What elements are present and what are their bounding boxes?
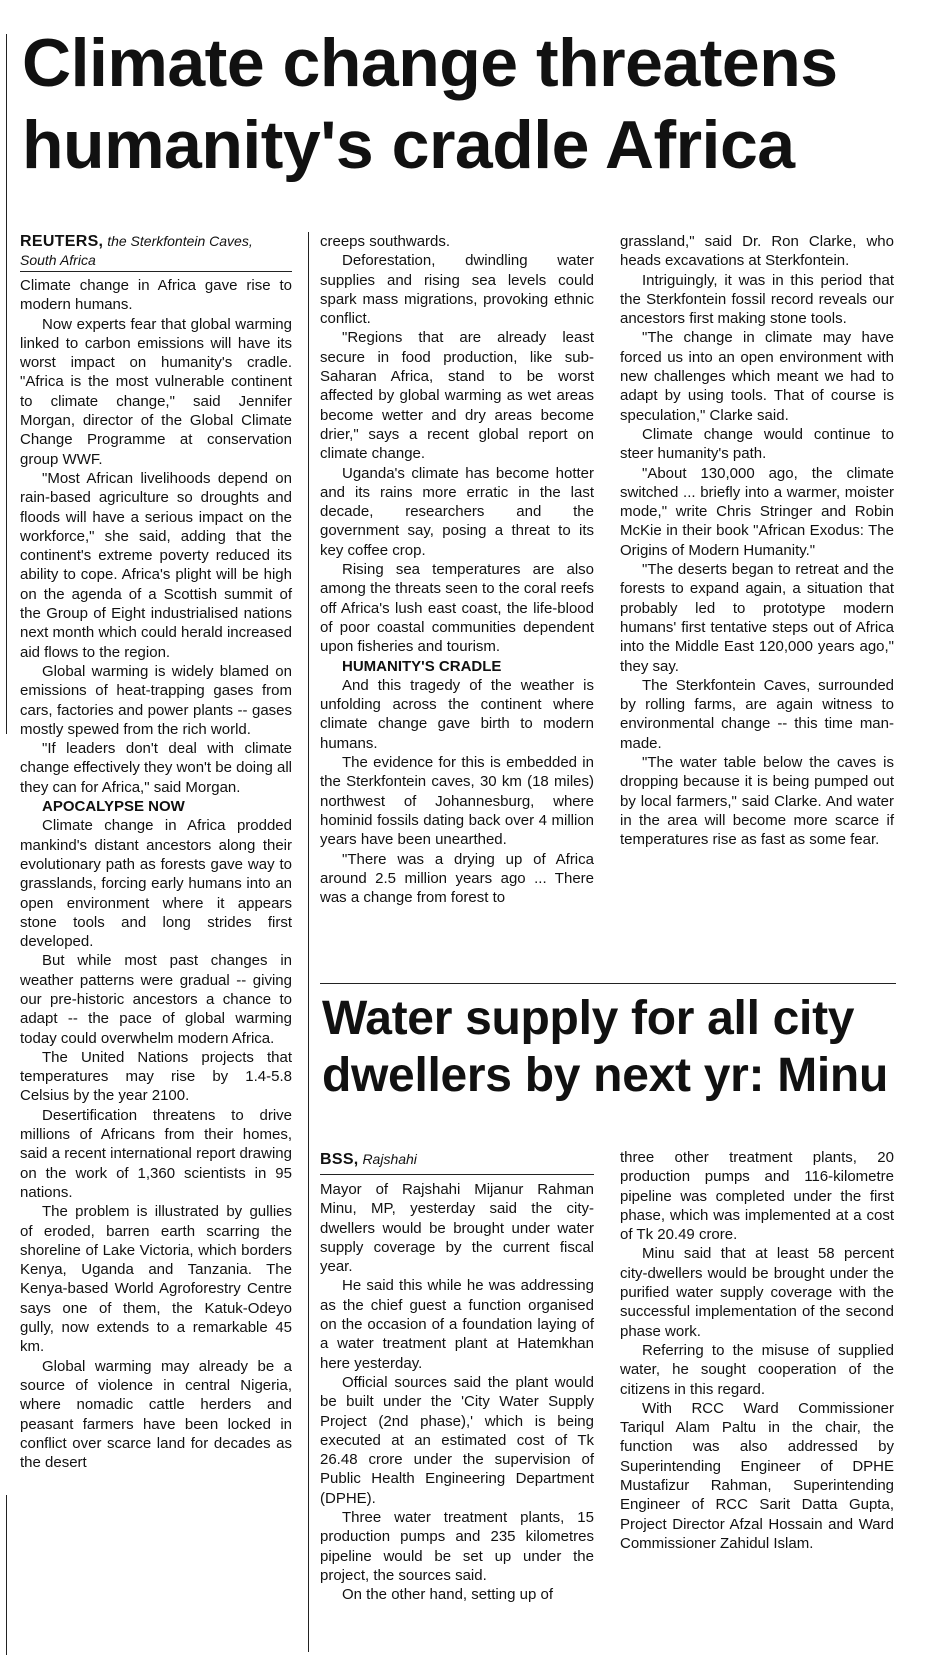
left-margin-rule xyxy=(6,34,7,734)
paragraph: Three water treatment plants, 15 production pumps and 235 kilometres pipeline would be set up under the project, the sources said. xyxy=(320,1509,594,1584)
paragraph: He said this while he was addressing as the chief guest a function organised on the occasion of a foundation laying of a water treatment plant at Hatemkhan here yesterday. xyxy=(320,1277,594,1372)
paragraph: Deforestation, dwindling water supplies and rising sea levels could spark mass migrations, provoking ethnic conflict. xyxy=(320,252,594,328)
paragraph: Intriguingly, it was in this period that the Sterkfontein fossil record reveals our ancestors first making stone tools. xyxy=(620,271,894,328)
article1-column-2-body xyxy=(320,232,594,657)
paragraph: "There was a drying up of Africa around 2.5 million years ago ... There was a change from forest to xyxy=(320,850,594,907)
paragraph: Climate change in Africa prodded mankind's distant ancestors along their evolutionary path as forests gave way to grasslands, forcing early humans into an open environment where it appears stone tools and long strides first developed. xyxy=(20,817,292,951)
paragraph: And this tragedy of the weather is unfolding across the continent where climate change gave birth to modern humans. xyxy=(320,676,594,752)
paragraph: Global warming is widely blamed on emissions of heat-trapping gases from cars, factories and power plants -- gases mostly spewed from the rich world. xyxy=(20,662,292,738)
article1-column-1-body xyxy=(20,276,292,797)
article-divider-rule xyxy=(320,983,896,984)
paragraph: Minu said that at least 58 percent city-dwellers would be brought under the purified water supply coverage with the successful implementation of the second phase work. xyxy=(620,1245,894,1340)
byline-bss xyxy=(320,1150,590,1169)
dateline-rajshahi: Rajshahi xyxy=(362,1151,417,1167)
article1-column-3-body xyxy=(620,232,894,850)
paragraph: But while most past changes in weather patterns were gradual -- giving our pre-historic ancestors a chance to adapt -- the pace of global warming today could overwhelm modern Africa. xyxy=(20,952,292,1047)
article1-column-1 xyxy=(20,276,292,1472)
paragraph: Official sources said the plant would be built under the 'City Water Supply Project (2nd phase),' which is being executed at an estimated cost of Tk 26.48 crore under the supervision of Public Health Engineering Department (DPHE). xyxy=(320,1373,594,1507)
paragraph: Desertification threatens to drive millions of Africans from their homes, said a recent international report drawing on the work of 1,360 scientists in 95 nations. xyxy=(20,1106,292,1201)
paragraph: "The water table below the caves is dropping because it is being pumped out by local farmers," said Clarke. And water in the area will become more scarce if temperatures rise as fast as some fear. xyxy=(620,754,894,849)
paragraph: three other treatment plants, 20 production pumps and 116-kilometre pipeline was completed under the first phase, which was implemented at a cost of Tk 20.49 crore. xyxy=(620,1149,894,1244)
headline-climate: Climate change threatens humanity's cradle Africa xyxy=(22,25,838,183)
paragraph: The problem is illustrated by gullies of eroded, barren earth scarring the shoreline of Lake Victoria, which borders Kenya, Uganda and Tanzania. The Kenya-based World Agroforestry Centre says one of them, the Katuk-Odeyo gully, now extends to a remarkable 45 km. xyxy=(20,1203,292,1356)
article1-column-3 xyxy=(620,232,894,850)
agency-name: REUTERS, xyxy=(20,233,104,250)
headline-water-supply: Water supply for all city dwellers by next yr: Minu xyxy=(322,992,888,1102)
paragraph: Uganda's climate has become hotter and its rains more erratic in the last decade, researchers and the government say, posing a threat to its key coffee crop. xyxy=(320,464,594,559)
article2-column-1-body xyxy=(320,1180,594,1605)
paragraph: Referring to the misuse of supplied water, he sought cooperation of the citizens in this regard. xyxy=(620,1341,894,1398)
paragraph: "The deserts began to retreat and the forests to expand again, a situation that probably led to prototype modern humans' first tentative steps out of Africa into the Middle East 120,000 years ago," they say. xyxy=(620,561,894,675)
left-margin-rule-lower xyxy=(6,1495,7,1655)
paragraph: The Sterkfontein Caves, surrounded by rolling farms, are again witness to environmental change -- this time man-made. xyxy=(620,676,894,752)
agency-name-bss: BSS, xyxy=(320,1151,359,1168)
byline-reuters xyxy=(20,232,280,270)
paragraph: creeps southwards. xyxy=(320,233,451,250)
paragraph: Climate change in Africa gave rise to modern humans. xyxy=(20,277,292,314)
paragraph: With RCC Ward Commissioner Tariqul Alam Paltu in the chair, the function was also addressed by Superintending Engineer of DPHE Mustafizur Rahman, Superintending Engineer of RCC Sarit Datta Gupta, Project Director Afzal Hossain and Ward Commissioner Zahidul Islam. xyxy=(620,1399,894,1552)
paragraph: Rising sea temperatures are also among the threats seen to the coral reefs off Africa's lush east coast, the life-blood of poor coastal communities dependent upon fisheries and tourism. xyxy=(320,561,594,656)
article2-column-2-body xyxy=(620,1148,894,1553)
paragraph: "About 130,000 ago, the climate switched ... briefly into a warmer, moister mode," write Chris Stringer and Robin McKie in their book "African Exodus: The Origins of Modern Humanity." xyxy=(620,464,894,559)
paragraph: Global warming may already be a source of violence in central Nigeria, where nomadic cattle herders and peasant farmers have been locked in conflict over scarce land for decades as the desert xyxy=(20,1357,292,1472)
article1-column-2 xyxy=(320,232,594,907)
paragraph: Now experts fear that global warming linked to carbon emissions will have its worst impact on humanity's cradle. "Africa is the most vulnerable continent to climate change," said Jennifer Morgan, director of the Global Climate Change Programme at conservation group WWF. xyxy=(20,315,292,468)
paragraph: "If leaders don't deal with climate change effectively they won't be doing all they can for Africa," said Morgan. xyxy=(20,740,292,796)
subhead-apocalypse-now: APOCALYPSE NOW xyxy=(42,798,185,816)
paragraph: On the other hand, setting up of xyxy=(342,1586,553,1604)
article2-column-2 xyxy=(620,1148,894,1553)
paragraph: "Regions that are already least secure in food production, like sub-Saharan Africa, stand to be worst affected by global warming as wet areas become wetter and dry areas become drier," says a recent global report on climate change. xyxy=(320,329,594,463)
paragraph: The United Nations projects that temperatures may rise by 1.4-5.8 Celsius by the year 2100. xyxy=(20,1048,292,1105)
byline-rule-bss xyxy=(320,1174,594,1175)
byline-rule xyxy=(20,271,292,272)
article1-column-1-body-b xyxy=(20,816,292,1472)
paragraph: "Most African livelihoods depend on rain-based agriculture so droughts and floods will have a serious impact on the workforce," she said, adding that the continent's extreme poverty reduced its ability to cope. Africa's plight will be high on the agenda of a Scottish summit of the Group of Eight industrialised nations next month which could herald increased aid flows to the region. xyxy=(20,469,292,661)
paragraph: Mayor of Rajshahi Mijanur Rahman Minu, MP, yesterday said the city-dwellers would be brought under water supply coverage by the current fiscal year. xyxy=(320,1181,594,1276)
article2-column-1 xyxy=(320,1180,594,1605)
article1-column-2-body-b xyxy=(320,676,594,908)
paragraph: "The change in climate may have forced us into an open environment with new challenges which meant we had to adapt by using tools. That of course is speculation," Clarke said. xyxy=(620,329,894,424)
column-rule-1 xyxy=(308,232,309,1652)
paragraph: grassland," said Dr. Ron Clarke, who heads excavations at Sterkfontein. xyxy=(620,233,894,270)
paragraph: Climate change would continue to steer humanity's path. xyxy=(620,425,894,463)
subhead-humanitys-cradle: HUMANITY'S CRADLE xyxy=(342,657,502,675)
paragraph: The evidence for this is embedded in the Sterkfontein caves, 30 km (18 miles) northwest of Johannesburg, where hominid fossils dating back over 4 million years have been unearthed. xyxy=(320,754,594,849)
dateline: the Sterkfontein Caves, South Africa xyxy=(20,233,253,268)
